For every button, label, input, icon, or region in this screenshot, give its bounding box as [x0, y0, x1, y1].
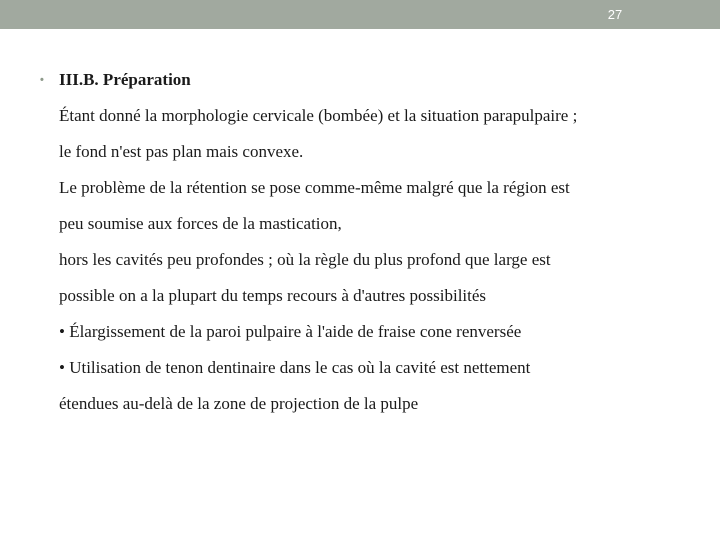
slide-header-bar — [0, 0, 720, 29]
bullet-icon: • — [40, 74, 44, 86]
body-line-8: • Utilisation de tenon dentinaire dans le cas où la cavité est nettement — [59, 358, 531, 377]
body-line-5: hors les cavités peu profondes ; où la règle du plus profond que large est — [59, 250, 551, 269]
body-line-2: le fond n'est pas plan mais convexe. — [59, 142, 304, 161]
body-line-6: possible on a la plupart du temps recours à d'autres possibilités — [59, 286, 487, 305]
body-line-9: étendues au-delà de la zone de projection de la pulpe — [59, 394, 419, 413]
page-number: 27 — [607, 7, 623, 22]
body-line-4: peu soumise aux forces de la mastication, — [59, 214, 342, 233]
body-line-7: • Élargissement de la paroi pulpaire à l'aide de fraise cone renversée — [59, 322, 522, 341]
body-line-3: Le problème de la rétention se pose comme-même malgré que la région est — [59, 178, 570, 197]
body-line-1: Étant donné la morphologie cervicale (bombée) et la situation parapulpaire ; — [59, 106, 578, 125]
heading-text: III.B. Préparation — [59, 70, 191, 89]
